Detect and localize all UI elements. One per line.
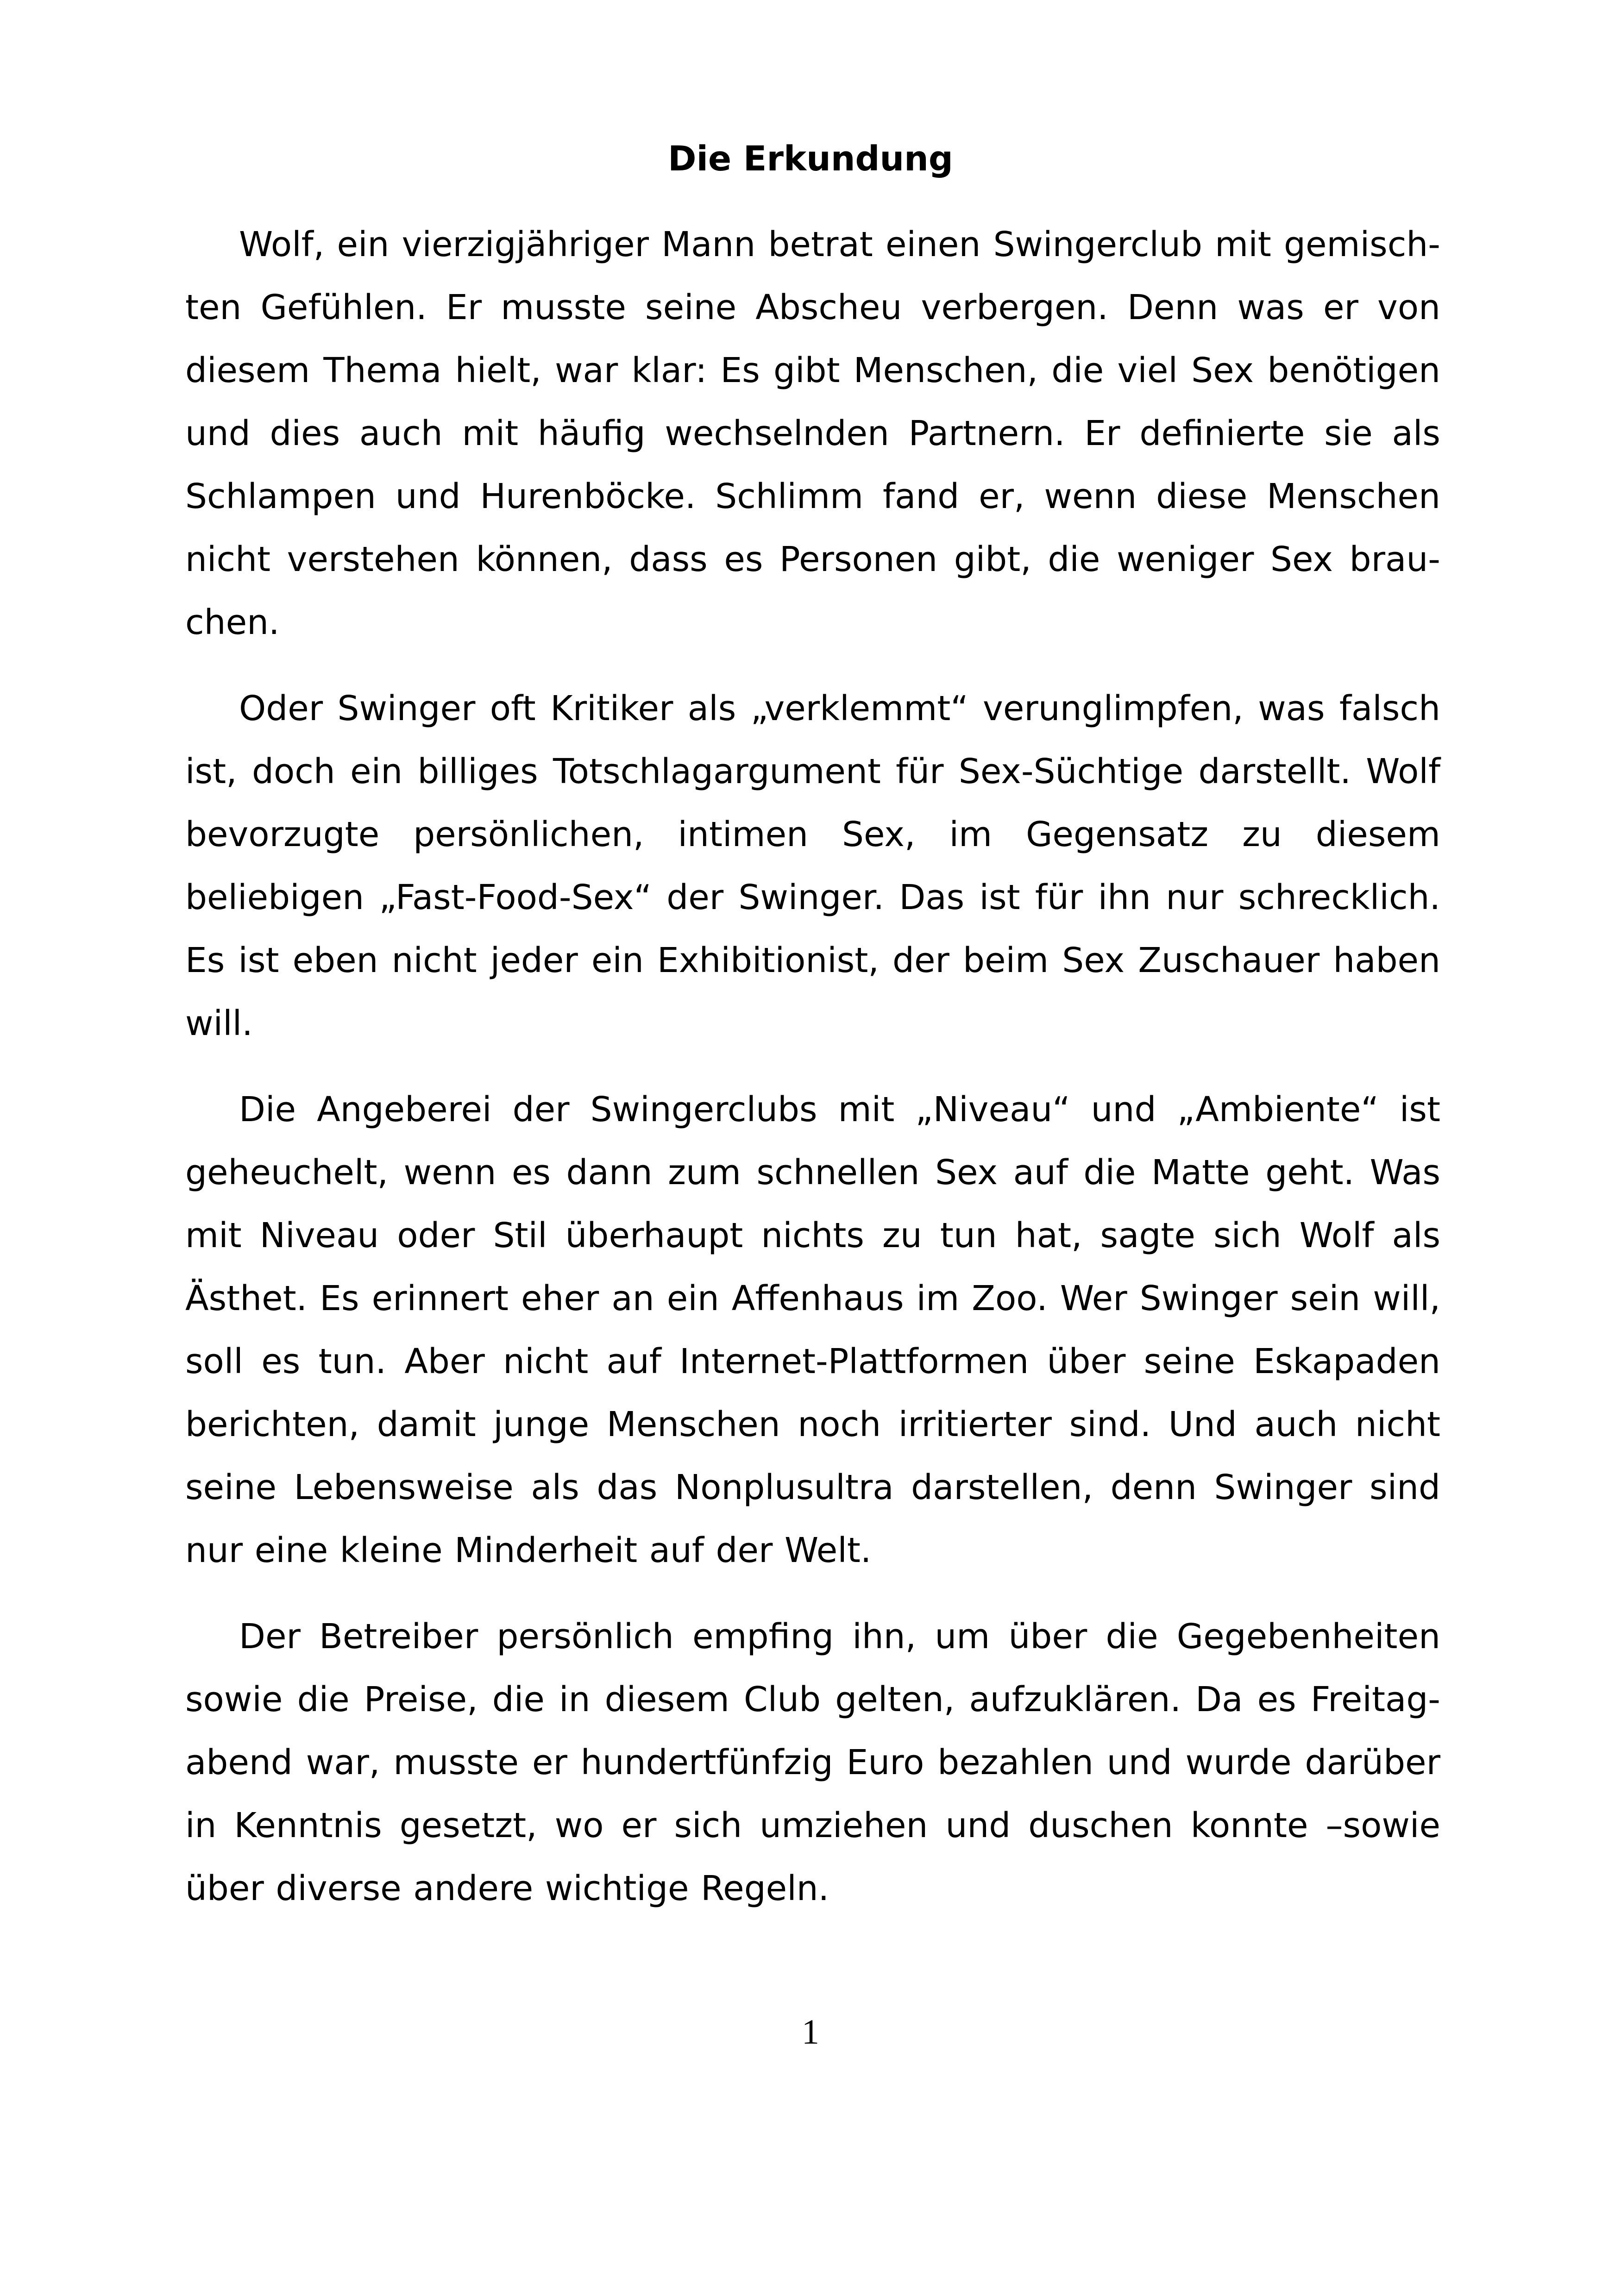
chapter-title: Die Erkundung bbox=[668, 139, 953, 179]
body-text bbox=[185, 213, 1440, 1943]
paragraph-1: Wolf, ein vierzigjähriger Mann betrat einen Swingerclub mit gemischten Gefühlen. Er musste seine Abscheu verbergen. Denn was er von diesem Thema hielt, war klar: Es gibt Menschen, die viel Sex benötigen und dies auch mit häufig wechselnden Partnern. Er definierte sie als Schlampen und Hurenböcke. Schlimm fand er, wenn diese Menschen nicht verstehen können, dass es Personen gibt, die weniger Sex brauchen. bbox=[185, 225, 1440, 642]
paragraph-3: Die Angeberei der Swingerclubs mit „Niveau“ und „Ambiente“ ist geheuchelt, wenn es dann zum schnellen Sex auf die Matte geht. Was mit Niveau oder Stil überhaupt nichts zu tun hat, sagte sich Wolf als Ästhet. Es erinnert eher an ein Affenhaus im Zoo. Wer Swinger sein will, soll es tun. Aber nicht auf Internet-Plattformen über seine Eskapaden berichten, damit junge Menschen noch irritierter sind. Und auch nicht seine Lebensweise als das Nonplusultra darstellen, denn Swinger sind nur eine kleine Minderheit auf der Welt. bbox=[185, 1090, 1440, 1570]
paragraph-2: Oder Swinger oft Kritiker als „verklemmt“ verunglimpfen, was falsch ist, doch ein billiges Totschlagargument für Sex-Süchtige darstellt. Wolf bevorzugte persönlichen, intimen Sex, im Gegensatz zu diesem beliebigen „Fast-Food-Sex“ der Swinger. Das ist für ihn nur schrecklich. Es ist eben nicht jeder ein Exhibitionist, der beim Sex Zuschauer haben will. bbox=[185, 689, 1440, 1043]
paragraph-4: Der Betreiber persönlich empfing ihn, um über die Gegebenheiten sowie die Preise, die in diesem Club gelten, aufzuklären. Da es Freitagabend war, musste er hundertfünfzig Euro bezahlen und wurde darüber in Kenntnis gesetzt, wo er sich umziehen und duschen konnte –sowie über diverse andere wichtige Regeln. bbox=[185, 1617, 1440, 1908]
page-number: 1 bbox=[802, 2013, 819, 2051]
